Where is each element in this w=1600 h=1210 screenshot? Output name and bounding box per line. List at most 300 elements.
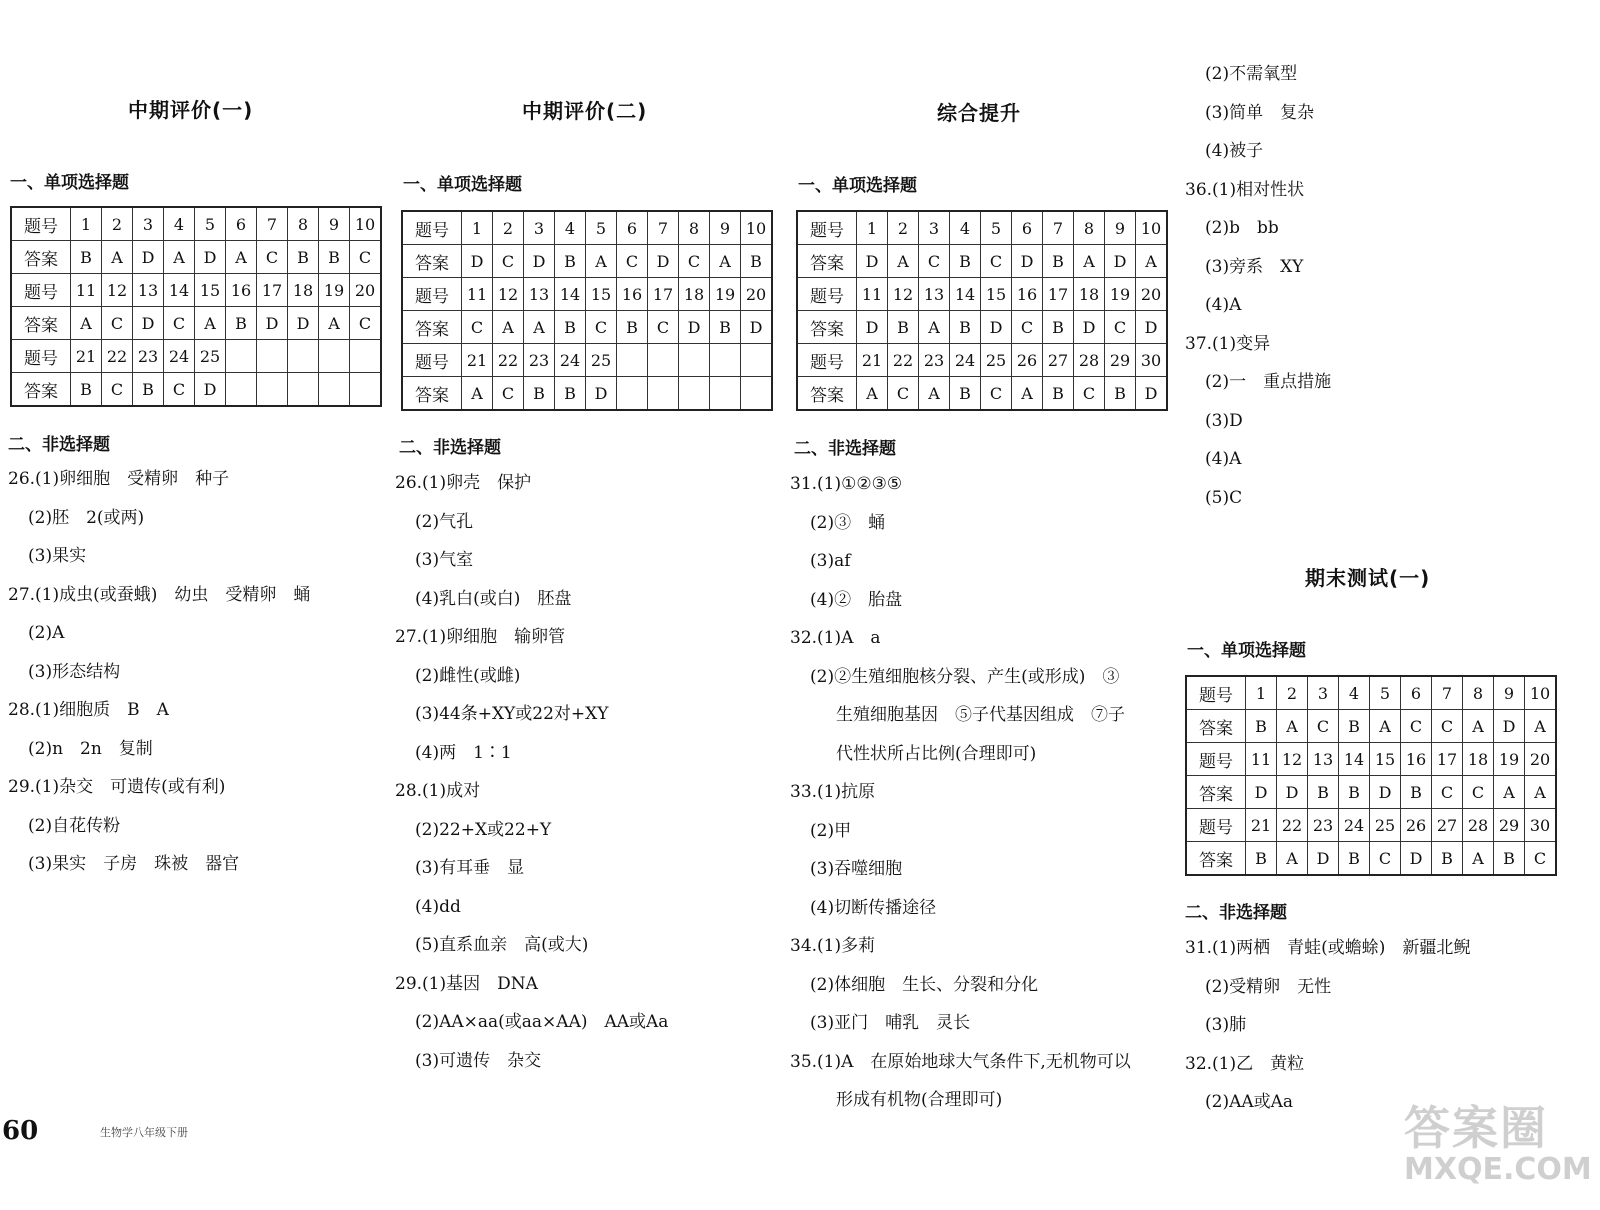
table-cell: 20 xyxy=(741,278,773,311)
table-cell: B xyxy=(1339,776,1370,809)
table-cell: 27 xyxy=(1043,344,1074,377)
table-cell: A xyxy=(919,377,950,411)
answer-line: (2)A xyxy=(28,623,65,643)
table-cell: B xyxy=(555,245,586,278)
table-cell: B xyxy=(226,307,257,340)
answer-line: (4)被子 xyxy=(1205,141,1264,161)
table-cell: C xyxy=(1074,377,1105,411)
row-header-cell: 答案 xyxy=(11,373,71,407)
table-cell: 21 xyxy=(857,344,888,377)
answer-line: (5)C xyxy=(1205,487,1243,508)
table-cell: 5 xyxy=(586,211,617,245)
section-heading-open: 二、非选择题 xyxy=(8,435,110,455)
table-cell: 10 xyxy=(1136,211,1168,245)
column-4 xyxy=(1185,0,1555,1120)
table-cell: 25 xyxy=(586,344,617,377)
answer-line: (2)n 2n 复制 xyxy=(28,738,153,759)
table-cell: 24 xyxy=(1339,809,1370,842)
row-header-cell: 题号 xyxy=(402,344,462,377)
table-cell: 12 xyxy=(1277,743,1308,776)
answer-table xyxy=(1185,675,1557,876)
table-row xyxy=(402,311,772,344)
answer-line: (3)亚门 哺乳 灵长 xyxy=(810,1013,971,1033)
table-cell: D xyxy=(1136,377,1168,411)
table-cell: 9 xyxy=(1105,211,1136,245)
table-cell: D xyxy=(133,241,164,274)
table-cell: 22 xyxy=(493,344,524,377)
answer-line: (2)受精卵 无性 xyxy=(1205,976,1332,997)
table-cell: 28 xyxy=(1074,344,1105,377)
table-row xyxy=(797,278,1167,311)
table-row xyxy=(797,245,1167,278)
table-cell: 11 xyxy=(857,278,888,311)
table-cell: D xyxy=(1074,311,1105,344)
section-heading-choice: 一、单项选择题 xyxy=(10,173,129,193)
answer-line: (2)不需氧型 xyxy=(1205,64,1298,84)
table-cell: 25 xyxy=(1370,809,1401,842)
table-cell: B xyxy=(133,373,164,407)
table-cell: D xyxy=(195,241,226,274)
table-cell: 20 xyxy=(1525,743,1557,776)
table-cell: 19 xyxy=(1105,278,1136,311)
answer-list xyxy=(790,465,1131,1120)
table-cell: 13 xyxy=(524,278,555,311)
table-row xyxy=(11,207,381,241)
table-cell: 21 xyxy=(1246,809,1277,842)
table-cell: A xyxy=(226,241,257,274)
table-cell: C xyxy=(1012,311,1043,344)
table-cell: C xyxy=(617,245,648,278)
row-header-cell: 题号 xyxy=(797,278,857,311)
table-cell: 2 xyxy=(888,211,919,245)
table-row xyxy=(1186,809,1556,842)
table-cell: B xyxy=(524,377,555,411)
table-cell: A xyxy=(888,245,919,278)
table-cell: A xyxy=(919,311,950,344)
table-row xyxy=(11,340,381,373)
table-cell: 19 xyxy=(319,274,350,307)
table-cell: B xyxy=(555,377,586,411)
answer-line: (4)A xyxy=(1205,295,1242,315)
table-cell: 27 xyxy=(1432,809,1463,842)
table-cell: 3 xyxy=(919,211,950,245)
answer-line: 31.(1)①②③⑤ xyxy=(790,474,903,494)
table-cell: C xyxy=(493,377,524,411)
table-cell xyxy=(257,340,288,373)
table-cell: 15 xyxy=(1370,743,1401,776)
answer-list-continued xyxy=(1185,55,1331,517)
table-cell: 18 xyxy=(1074,278,1105,311)
table-cell: B xyxy=(71,373,102,407)
table-cell: B xyxy=(950,245,981,278)
table-cell: A xyxy=(1525,710,1557,743)
table-cell: 12 xyxy=(493,278,524,311)
answer-line: 代性状所占比例(合理即可) xyxy=(836,743,1037,764)
table-cell: 30 xyxy=(1136,344,1168,377)
table-cell xyxy=(710,377,741,411)
answer-line: 31.(1)两栖 青蛙(或蟾蜍) 新疆北鲵 xyxy=(1185,938,1471,958)
answer-line: (2)自花传粉 xyxy=(28,815,121,836)
row-header-cell: 题号 xyxy=(1186,743,1246,776)
row-header-cell: 题号 xyxy=(11,340,71,373)
table-cell: D xyxy=(195,373,226,407)
table-row xyxy=(1186,743,1556,776)
table-row xyxy=(1186,842,1556,876)
table-cell: 21 xyxy=(462,344,493,377)
table-cell: A xyxy=(1463,710,1494,743)
table-cell: B xyxy=(1432,842,1463,876)
table-cell: D xyxy=(462,245,493,278)
row-header-cell: 题号 xyxy=(11,207,71,241)
table-cell: D xyxy=(1246,776,1277,809)
table-row xyxy=(11,274,381,307)
section-title: 综合提升 xyxy=(937,101,1021,125)
table-row xyxy=(797,211,1167,245)
answer-line: 28.(1)成对 xyxy=(395,781,481,801)
table-cell xyxy=(350,373,382,407)
table-cell: C xyxy=(648,311,679,344)
row-header-cell: 答案 xyxy=(1186,842,1246,876)
answer-line: (2)b bb xyxy=(1205,218,1279,238)
table-cell xyxy=(617,377,648,411)
row-header-cell: 题号 xyxy=(797,211,857,245)
table-cell: B xyxy=(950,311,981,344)
table-cell: B xyxy=(288,241,319,274)
answer-line: (3)D xyxy=(1205,410,1243,431)
table-cell: 26 xyxy=(1401,809,1432,842)
answer-table xyxy=(796,210,1168,411)
row-header-cell: 题号 xyxy=(402,211,462,245)
table-cell: C xyxy=(981,245,1012,278)
table-cell: C xyxy=(1525,842,1557,876)
table-cell: 18 xyxy=(288,274,319,307)
table-cell: 15 xyxy=(586,278,617,311)
watermark-url: MXQE.COM xyxy=(1404,1152,1592,1187)
table-cell: C xyxy=(102,307,133,340)
row-header-cell: 答案 xyxy=(797,311,857,344)
table-cell: 23 xyxy=(133,340,164,373)
table-cell: 4 xyxy=(1339,676,1370,710)
table-cell: D xyxy=(1012,245,1043,278)
answer-line: (5)直系血亲 高(或大) xyxy=(415,935,589,955)
section-heading-choice: 一、单项选择题 xyxy=(798,176,917,196)
answer-line: 36.(1)相对性状 xyxy=(1185,179,1305,200)
table-cell: 4 xyxy=(950,211,981,245)
row-header-cell: 答案 xyxy=(402,377,462,411)
row-header-cell: 题号 xyxy=(1186,809,1246,842)
table-cell: B xyxy=(741,245,773,278)
table-cell xyxy=(741,344,773,377)
table-cell: 2 xyxy=(102,207,133,241)
table-cell: B xyxy=(1105,377,1136,411)
table-cell: 1 xyxy=(71,207,102,241)
table-cell: 4 xyxy=(555,211,586,245)
table-cell: 3 xyxy=(524,211,555,245)
table-row xyxy=(797,377,1167,411)
answer-line: (3)有耳垂 显 xyxy=(415,858,525,878)
table-row xyxy=(1186,776,1556,809)
table-cell: 25 xyxy=(195,340,226,373)
answer-line: (2)②生殖细胞核分裂、产生(或形成) ③ xyxy=(810,666,1120,687)
answer-line: 29.(1)基因 DNA xyxy=(395,973,538,994)
table-cell xyxy=(710,344,741,377)
answer-line: (2)AA或Aa xyxy=(1205,1092,1294,1112)
table-cell: 17 xyxy=(1043,278,1074,311)
table-cell: 20 xyxy=(1136,278,1168,311)
table-cell: 9 xyxy=(710,211,741,245)
table-cell: 1 xyxy=(462,211,493,245)
table-cell: B xyxy=(617,311,648,344)
section-title: 中期评价(二) xyxy=(522,99,648,123)
table-cell: 17 xyxy=(648,278,679,311)
answer-line: 26.(1)卵壳 保护 xyxy=(395,473,532,493)
table-cell: 13 xyxy=(1308,743,1339,776)
column-2 xyxy=(395,0,770,1100)
table-cell: A xyxy=(1136,245,1168,278)
table-cell: A xyxy=(1525,776,1557,809)
row-header-cell: 题号 xyxy=(11,274,71,307)
table-cell: C xyxy=(164,307,195,340)
table-cell: 29 xyxy=(1105,344,1136,377)
table-cell: 11 xyxy=(71,274,102,307)
table-cell: 9 xyxy=(319,207,350,241)
table-cell: 18 xyxy=(1463,743,1494,776)
table-cell: B xyxy=(950,377,981,411)
table-cell: D xyxy=(1370,776,1401,809)
answer-line: 生殖细胞基因 ⑤子代基因组成 ⑦子 xyxy=(836,705,1125,725)
answer-line: (4)A xyxy=(1205,449,1242,469)
answer-line: (4)乳白(或白) 胚盘 xyxy=(415,588,572,609)
answer-list xyxy=(8,460,310,884)
answer-line: (2)气孔 xyxy=(415,511,474,532)
table-cell: B xyxy=(1494,842,1525,876)
answer-line: (3)吞噬细胞 xyxy=(810,859,903,879)
table-cell: 10 xyxy=(350,207,382,241)
table-cell: 5 xyxy=(981,211,1012,245)
table-cell: 8 xyxy=(1463,676,1494,710)
table-cell: A xyxy=(857,377,888,411)
answer-line: (2)AA×aa(或aa×AA) AA或Aa xyxy=(415,1012,669,1032)
answer-line: (4)两 1∶1 xyxy=(415,742,512,763)
table-cell: 30 xyxy=(1525,809,1557,842)
table-cell: 21 xyxy=(71,340,102,373)
table-cell: D xyxy=(679,311,710,344)
answer-line: (3)可遗传 杂交 xyxy=(415,1050,542,1071)
table-cell: C xyxy=(350,307,382,340)
table-cell: D xyxy=(524,245,555,278)
table-cell: C xyxy=(1463,776,1494,809)
answer-line: (2)甲 xyxy=(810,820,852,841)
table-cell xyxy=(679,377,710,411)
table-cell: D xyxy=(133,307,164,340)
table-row xyxy=(11,307,381,340)
table-cell: C xyxy=(1432,776,1463,809)
table-cell: C xyxy=(679,245,710,278)
table-row xyxy=(1186,710,1556,743)
table-cell: A xyxy=(1074,245,1105,278)
table-cell: D xyxy=(857,245,888,278)
table-cell: C xyxy=(102,373,133,407)
answer-line: 37.(1)变异 xyxy=(1185,333,1271,354)
table-cell: 25 xyxy=(981,344,1012,377)
table-cell: A xyxy=(1277,842,1308,876)
answer-line: (3)旁系 XY xyxy=(1205,256,1304,277)
table-cell: A xyxy=(493,311,524,344)
row-header-cell: 答案 xyxy=(1186,710,1246,743)
answer-line: (2)③ 蛹 xyxy=(810,512,886,533)
table-cell: 24 xyxy=(555,344,586,377)
table-row xyxy=(402,344,772,377)
table-cell: C xyxy=(462,311,493,344)
answer-line: (4)切断传播途径 xyxy=(810,897,937,918)
answer-line: 34.(1)多莉 xyxy=(790,936,876,956)
table-cell: 7 xyxy=(1043,211,1074,245)
table-row xyxy=(402,245,772,278)
table-cell: 28 xyxy=(1463,809,1494,842)
table-cell: A xyxy=(1463,842,1494,876)
table-cell: B xyxy=(1308,776,1339,809)
answer-list xyxy=(395,464,668,1080)
table-cell: 16 xyxy=(1012,278,1043,311)
table-cell: 11 xyxy=(462,278,493,311)
table-cell: 23 xyxy=(524,344,555,377)
table-cell: 12 xyxy=(888,278,919,311)
table-cell: 6 xyxy=(617,211,648,245)
table-cell: B xyxy=(555,311,586,344)
column-3 xyxy=(790,0,1170,1120)
table-cell: D xyxy=(1105,245,1136,278)
table-cell: 10 xyxy=(1525,676,1557,710)
table-cell: D xyxy=(586,377,617,411)
table-cell: A xyxy=(71,307,102,340)
table-cell: 16 xyxy=(1401,743,1432,776)
table-cell: 10 xyxy=(741,211,773,245)
table-cell: 23 xyxy=(919,344,950,377)
answer-line: 27.(1)成虫(或蚕蛾) 幼虫 受精卵 蛹 xyxy=(8,584,311,605)
table-cell: 22 xyxy=(102,340,133,373)
answer-line: 29.(1)杂交 可遗传(或有利) xyxy=(8,777,226,797)
table-cell: B xyxy=(319,241,350,274)
table-cell: C xyxy=(981,377,1012,411)
answer-line: (2)胚 2(或两) xyxy=(28,507,145,528)
table-cell: C xyxy=(919,245,950,278)
table-cell: 23 xyxy=(1308,809,1339,842)
column-1 xyxy=(8,0,378,1100)
table-cell: A xyxy=(462,377,493,411)
answer-line: (2)一 重点措施 xyxy=(1205,372,1332,392)
section-heading-open: 二、非选择题 xyxy=(794,439,896,459)
table-cell: C xyxy=(586,311,617,344)
answer-line: 32.(1)A a xyxy=(790,628,881,648)
table-cell xyxy=(319,373,350,407)
table-cell: 17 xyxy=(257,274,288,307)
table-cell: D xyxy=(257,307,288,340)
table-cell: A xyxy=(1012,377,1043,411)
answer-table xyxy=(10,206,382,407)
table-row xyxy=(797,344,1167,377)
table-cell: D xyxy=(741,311,773,344)
table-cell: B xyxy=(1043,377,1074,411)
table-cell: 15 xyxy=(981,278,1012,311)
table-cell: 16 xyxy=(617,278,648,311)
row-header-cell: 题号 xyxy=(402,278,462,311)
answer-line: 28.(1)细胞质 B A xyxy=(8,700,169,720)
table-cell xyxy=(648,344,679,377)
table-cell: 4 xyxy=(164,207,195,241)
table-cell: A xyxy=(102,241,133,274)
answer-line: 形成有机物(合理即可) xyxy=(836,1090,1003,1110)
answer-line: 27.(1)卵细胞 输卵管 xyxy=(395,627,566,647)
answer-line: (4)② 胎盘 xyxy=(810,589,903,610)
table-row xyxy=(1186,676,1556,710)
table-cell: 9 xyxy=(1494,676,1525,710)
row-header-cell: 答案 xyxy=(11,241,71,274)
table-cell: 14 xyxy=(164,274,195,307)
table-cell: D xyxy=(1136,311,1168,344)
section-title: 期末测试(一) xyxy=(1305,566,1431,590)
answer-line: (3)气室 xyxy=(415,550,474,570)
table-cell: C xyxy=(1105,311,1136,344)
table-cell: 14 xyxy=(950,278,981,311)
table-cell: A xyxy=(1370,710,1401,743)
table-cell: C xyxy=(1308,710,1339,743)
table-cell: 22 xyxy=(888,344,919,377)
table-cell: A xyxy=(1494,776,1525,809)
table-cell: B xyxy=(1043,245,1074,278)
table-cell: 16 xyxy=(226,274,257,307)
table-cell xyxy=(226,340,257,373)
table-cell: 22 xyxy=(1277,809,1308,842)
table-cell: A xyxy=(1277,710,1308,743)
table-cell xyxy=(741,377,773,411)
answer-line: (2)体细胞 生长、分裂和分化 xyxy=(810,974,1039,995)
table-cell: D xyxy=(981,311,1012,344)
table-cell: 14 xyxy=(1339,743,1370,776)
table-cell: C xyxy=(493,245,524,278)
answer-line: (3)简单 复杂 xyxy=(1205,102,1315,123)
row-header-cell: 题号 xyxy=(797,344,857,377)
table-cell: A xyxy=(164,241,195,274)
table-cell: 19 xyxy=(710,278,741,311)
table-cell: 3 xyxy=(1308,676,1339,710)
section-heading-choice: 一、单项选择题 xyxy=(1187,641,1306,661)
table-cell: B xyxy=(1339,842,1370,876)
answer-line: (3)肺 xyxy=(1205,1015,1247,1035)
table-cell xyxy=(257,373,288,407)
table-cell: 26 xyxy=(1012,344,1043,377)
row-header-cell: 答案 xyxy=(797,245,857,278)
table-cell: 6 xyxy=(1401,676,1432,710)
table-cell: 6 xyxy=(1012,211,1043,245)
table-cell: 14 xyxy=(555,278,586,311)
table-cell: B xyxy=(1043,311,1074,344)
table-cell: B xyxy=(1246,842,1277,876)
table-cell: C xyxy=(1370,842,1401,876)
table-cell: 24 xyxy=(950,344,981,377)
page-number: 60 xyxy=(2,1116,39,1146)
table-cell xyxy=(350,340,382,373)
table-cell xyxy=(679,344,710,377)
table-cell: D xyxy=(857,311,888,344)
table-cell: B xyxy=(1401,776,1432,809)
table-cell: B xyxy=(1246,710,1277,743)
table-cell: 8 xyxy=(1074,211,1105,245)
answer-line: 26.(1)卵细胞 受精卵 种子 xyxy=(8,469,230,489)
table-cell: D xyxy=(1308,842,1339,876)
table-cell: 1 xyxy=(1246,676,1277,710)
table-cell: D xyxy=(648,245,679,278)
table-cell: C xyxy=(350,241,382,274)
